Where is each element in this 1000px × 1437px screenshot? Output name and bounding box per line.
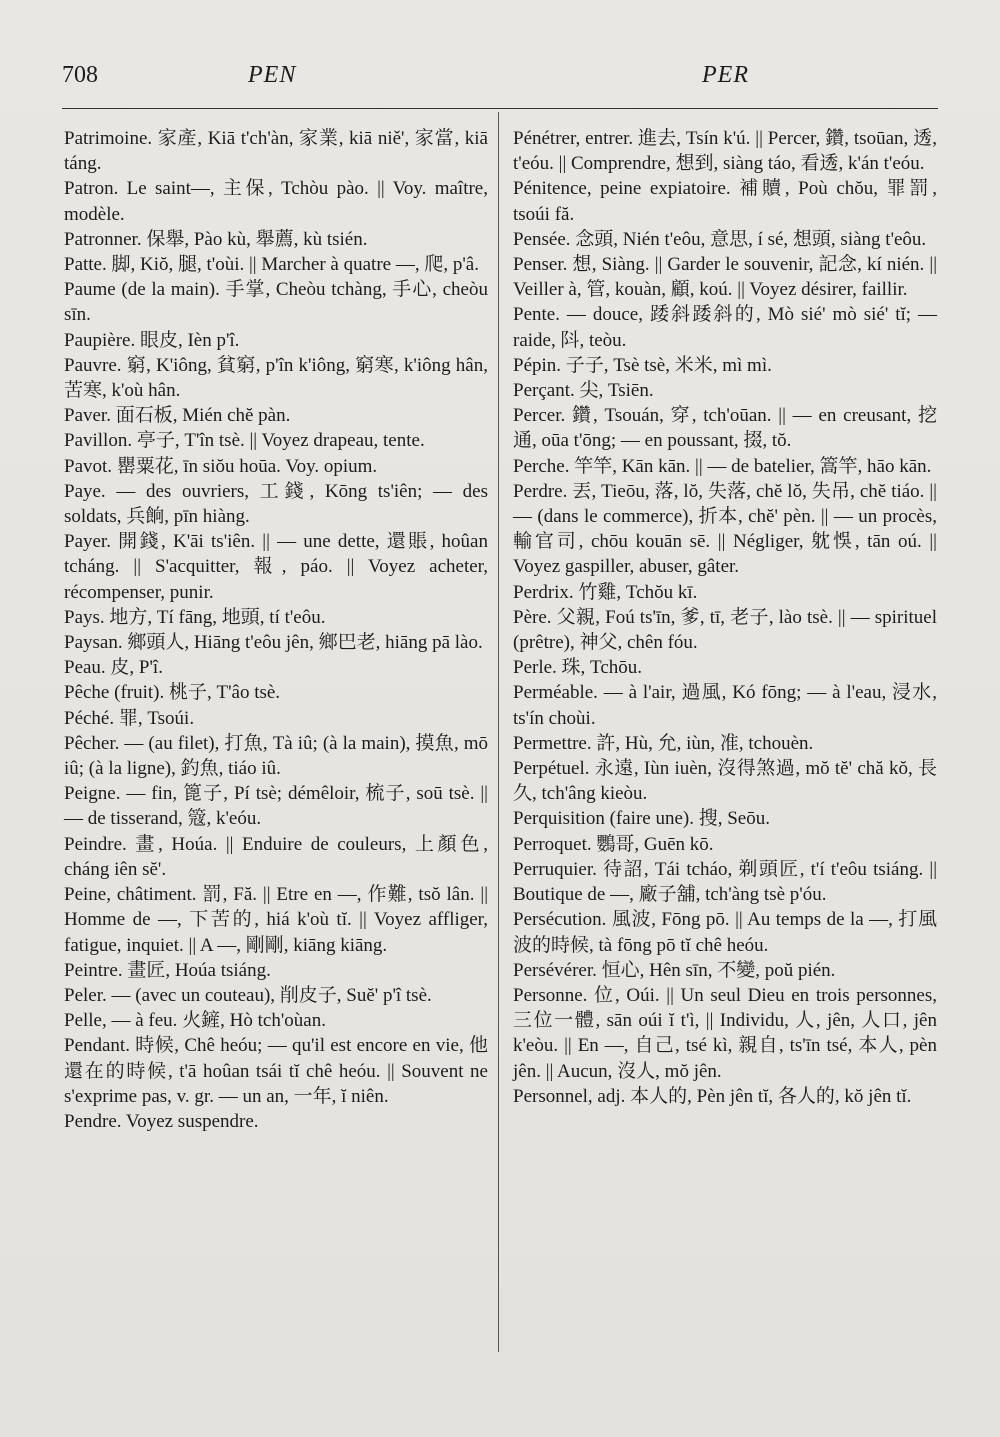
dictionary-entry: Personne. 位, Oúi. || Un seul Dieu en trois personnes, 三位一體, sān oúi ĭ t'ì, || Individu, 人, jên, 人口, jên k'eòu. || En —, 自己, tsé kì, 親自, ts'īn tsé, 本人, pèn jên. || Aucun, 沒人, mŏ jên.: [513, 984, 937, 1082]
dictionary-entry: Pénitence, peine expiatoire. 補贖, Poù chŏu, 罪罰, tsoúi fă.: [513, 178, 937, 225]
dictionary-entry: Peintre. 畫匠, Hoúa tsiáng.: [64, 959, 271, 981]
page-number: 708: [62, 62, 98, 88]
dictionary-entry: Pavot. 罌粟花, īn siŏu hoūa. Voy. opium.: [64, 455, 378, 477]
column-divider: [498, 112, 499, 1352]
dictionary-entry: Perle. 珠, Tchōu.: [513, 657, 643, 679]
dictionary-entry: Pendant. 時候, Chê heóu; — qu'il est encore en vie, 他還在的時候, t'ā hoûan tsái tĭ chê heóu. || Souvent ne s'exprime pas, v. gr. — un an, 一年, ĭ niên.: [64, 1035, 488, 1107]
dictionary-entry: Pépin. 子子, Tsè tsè, 米米, mì mì.: [513, 354, 772, 376]
header-rule: [62, 108, 938, 109]
dictionary-entry: Perruquier. 待詔, Tái tcháo, 剃頭匠, t'í t'eôu tsiáng. || Boutique de —, 廠子舖, tch'àng tsè p'óu.: [513, 858, 937, 906]
dictionary-entry: Peler. — (avec un couteau), 削皮子, Suĕ' p'î tsè.: [64, 984, 432, 1006]
dictionary-entry: Patte. 脚, Kiŏ, 腿, t'oùi. || Marcher à quatre —, 爬, p'â.: [64, 254, 479, 276]
running-head-right: PER: [702, 62, 749, 88]
dictionary-entry: Perpétuel. 永遠, Iùn iuèn, 沒得煞過, mŏ tĕ' chă kŏ, 長久, tch'âng kieòu.: [513, 758, 937, 805]
dictionary-entry: Peine, châtiment. 罰, Fă. || Etre en —, 作難, tsŏ lân. || Homme de —, 下苦的, hiá k'où tĭ. || Voyez affliger, fatigue, inquiet. || A —, 剛剛, kiāng kiāng.: [64, 884, 488, 956]
dictionary-entry: Pente. — douce, 踒斜踒斜的, Mò sié' mò sié' tĭ; — raide, 阧, teòu.: [513, 304, 937, 351]
dictionary-entry: Pelle, — à feu. 火鏟, Hò tch'oùan.: [64, 1010, 326, 1032]
dictionary-entry: Perche. 竿竿, Kān kān. || — de batelier, 篙竿, hāo kān.: [513, 455, 932, 477]
left-column: [64, 126, 488, 1134]
dictionary-entry: Personnel, adj. 本人的, Pèn jên tĭ, 各人的, kŏ jên tĭ.: [513, 1085, 912, 1107]
dictionary-entry: Père. 父親, Foú ts'īn, 爹, tī, 老子, lào tsè. || — spirituel (prêtre), 神父, chên fóu.: [513, 606, 937, 654]
dictionary-entry: Pensée. 念頭, Nién t'eôu, 意思, í sé, 想頭, siàng t'eôu.: [513, 228, 927, 250]
dictionary-entry: Persévérer. 恒心, Hên sīn, 不變, poŭ pién.: [513, 959, 836, 981]
dictionary-entry: Paver. 面石板, Mién chĕ pàn.: [64, 405, 291, 427]
dictionary-entry: Perroquet. 鸚哥, Guēn kō.: [513, 833, 714, 855]
dictionary-entry: Patrimoine. 家產, Kiā t'ch'àn, 家業, kiā niě', 家當, kiā táng.: [64, 128, 488, 175]
dictionary-entry: Pêche (fruit). 桃子, T'âo tsè.: [64, 682, 281, 704]
dictionary-entry: Péché. 罪, Tsoúi.: [64, 707, 195, 729]
dictionary-entry: Perquisition (faire une). 搜, Seōu.: [513, 808, 770, 830]
dictionary-entry: Paume (de la main). 手掌, Cheòu tchàng, 手心, cheòu sīn.: [64, 279, 488, 326]
dictionary-entry: Penser. 想, Siàng. || Garder le souvenir, 記念, kí nién. || Veiller à, 管, kouàn, 顧, koú. || Voyez désirer, faillir.: [513, 254, 937, 301]
dictionary-entry: Pays. 地方, Tí fāng, 地頭, tí t'eôu.: [64, 606, 326, 628]
dictionary-entry: Payer. 開錢, K'āi ts'iên. || — une dette, 還賬, hoûan tcháng. || S'acquitter, 報, páo. || Voyez acheter, récompenser, punir.: [64, 531, 488, 603]
dictionary-entry: Pêcher. — (au filet), 打魚, Tà iû; (à la main), 摸魚, mō iû; (à la ligne), 釣魚, tiáo iû.: [64, 732, 488, 780]
dictionary-entry: Perdre. 丟, Tieōu, 落, lŏ, 失落, chĕ lŏ, 失吊, chĕ tiáo. || — (dans le commerce), 折本, chĕ' pèn. || — un procès, 輸官司, chōu kouān sē. || Négliger, 躭悞, tān oú. || Voyez gaspiller, abuser, gâter.: [513, 480, 937, 578]
dictionary-entry: Percer. 鑽, Tsouán, 穿, tch'oūan. || — en creusant, 挖通, oūa t'ōng; — en poussant, 掇, tŏ.: [513, 405, 937, 452]
dictionary-entry: Perçant. 尖, Tsiēn.: [513, 380, 654, 402]
dictionary-entry: Pendre. Voyez suspendre.: [64, 1110, 259, 1132]
dictionary-entry: Peigne. — fin, 篦子, Pí tsè; démêloir, 梳子, soū tsè. || — de tisserand, 簆, k'eóu.: [64, 783, 488, 830]
dictionary-entry: Paupière. 眼皮, Ièn p'î.: [64, 329, 240, 351]
dictionary-entry: Pénétrer, entrer. 進去, Tsín k'ú. || Percer, 鑽, tsoūan, 透, t'eóu. || Comprendre, 想到, siàng táo, 看透, k'án t'eóu.: [513, 128, 937, 175]
dictionary-entry: Patron. Le saint—, 主保, Tchòu pào. || Voy. maître, modèle.: [64, 178, 488, 225]
dictionary-entry: Perméable. — à l'air, 過風, Kó fōng; — à l'eau, 浸水, ts'ín choùi.: [513, 682, 937, 729]
right-column: [513, 126, 937, 1109]
dictionary-entry: Permettre. 許, Hù, 允, iùn, 准, tchouèn.: [513, 732, 814, 754]
dictionary-entry: Peau. 皮, P'î.: [64, 657, 163, 679]
dictionary-entry: Persécution. 風波, Fōng pō. || Au temps de la —, 打風波的時候, tà fōng pō tĭ chê heóu.: [513, 909, 937, 956]
dictionary-entry: Paye. — des ouvriers, 工錢, Kōng ts'iên; — des soldats, 兵餉, pīn hiàng.: [64, 480, 488, 528]
dictionary-entry: Pavillon. 亭子, T'în tsè. || Voyez drapeau, tente.: [64, 430, 425, 452]
page-header: [62, 62, 938, 102]
dictionary-entry: Peindre. 畫, Hoúa. || Enduire de couleurs, 上顏色, cháng iên sĕ'.: [64, 833, 488, 880]
dictionary-entry: Patronner. 保舉, Pào kù, 舉薦, kù tsién.: [64, 228, 368, 250]
dictionary-entry: Paysan. 鄉頭人, Hiāng t'eôu jên, 鄉巴老, hiāng pā lào.: [64, 632, 483, 654]
dictionary-entry: Pauvre. 窮, K'iông, 貧窮, p'în k'iông, 窮寒, k'iông hân, 苦寒, k'où hân.: [64, 354, 488, 402]
dictionary-entry: Perdrix. 竹雞, Tchŏu kī.: [513, 581, 698, 603]
running-head-left: PEN: [248, 62, 297, 88]
